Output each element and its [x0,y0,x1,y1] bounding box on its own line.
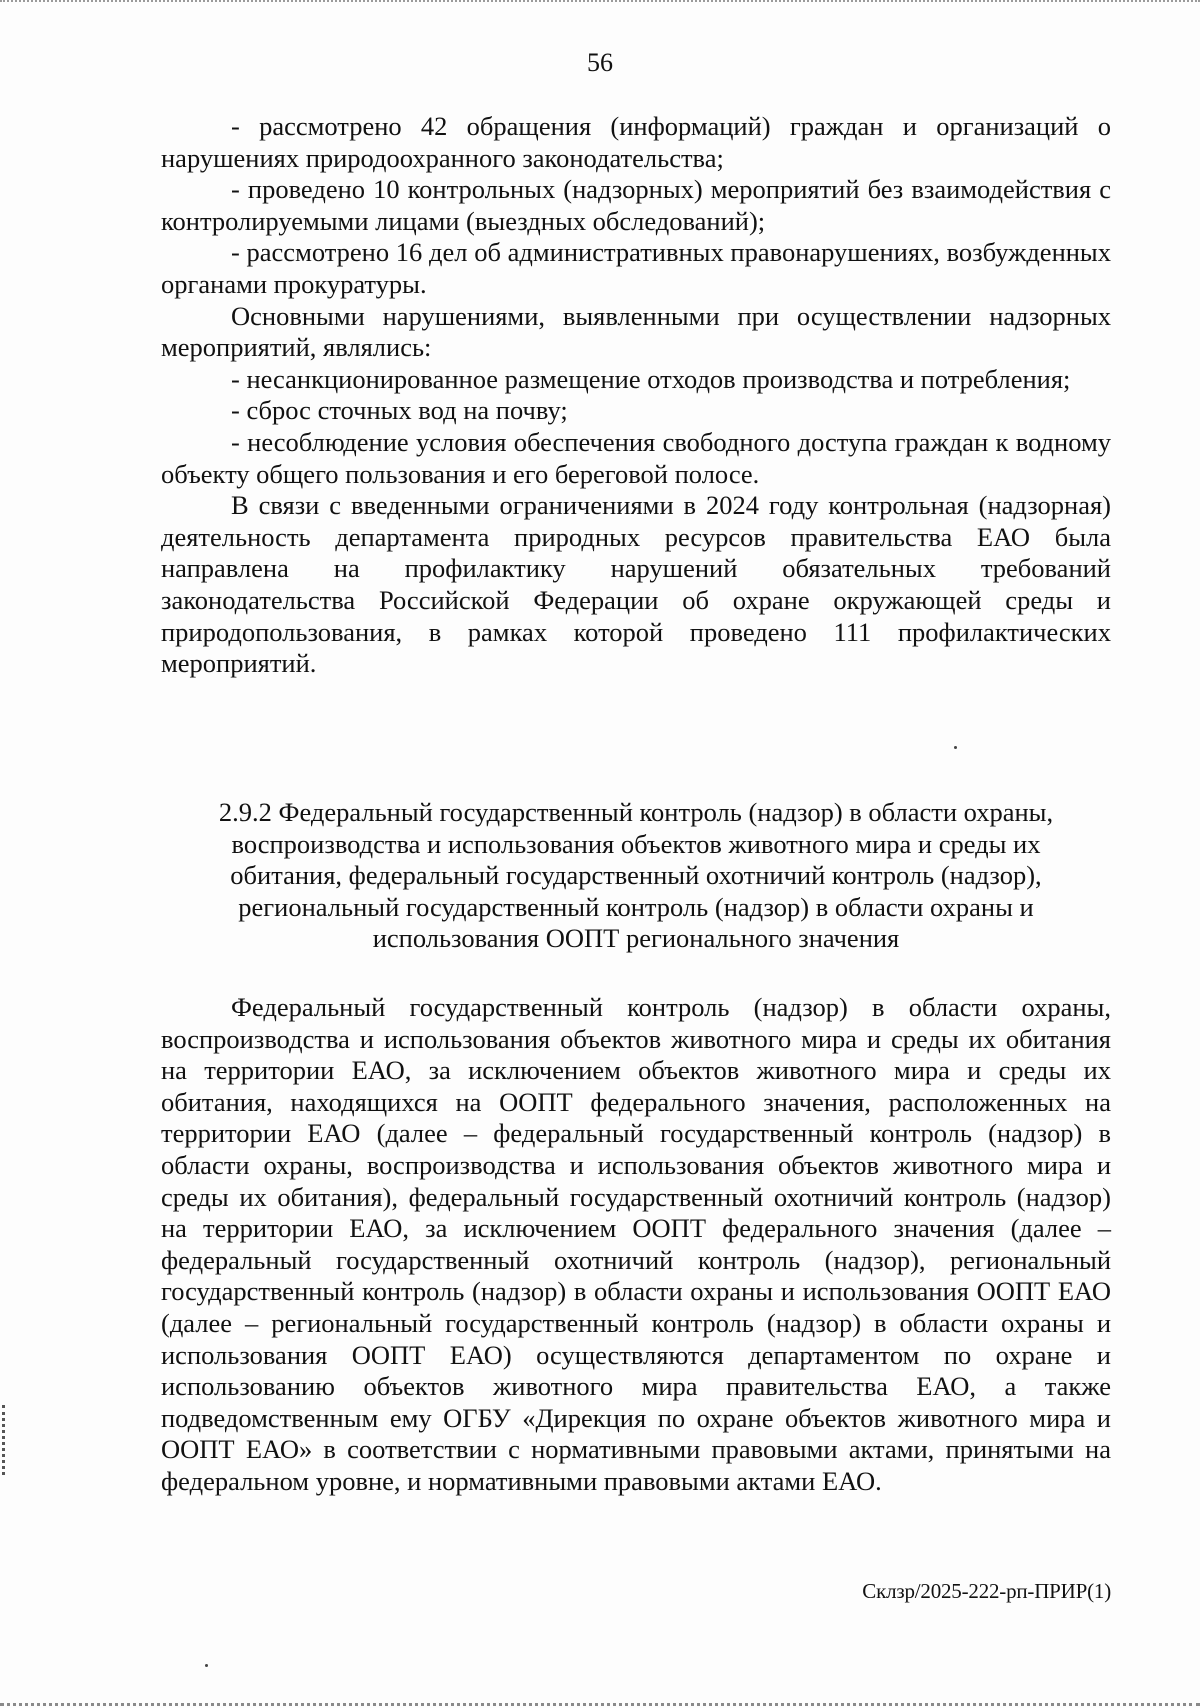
scan-bottom-border [0,1703,1200,1706]
heading-line: обитания, федеральный государственный охотничий контроль (надзор), [230,860,1042,891]
heading-line: 2.9.2 Федеральный государственный контроль (надзор) в области охраны, [218,797,1054,827]
paragraph: - рассмотрено 42 обращения (информаций) граждан и организаций о нарушениях природоохранного законодательства; [161,111,1111,173]
paragraph: Федеральный государственный контроль (надзор) в области охраны, воспроизводства и использования объектов животного мира и среды их обитания на территории ЕАО, за исключением объектов животного мира и среды их обитания, находящихся на ООПТ федерального значения, расположенных на территории ЕАО (далее – федеральный государственный контроль (надзор) в области охраны, воспроизводства и использования объектов животного мира и среды их обитания), федеральный государственный охотничий контроль (надзор) на территории ЕАО, за исключением ООПТ федерального значения (далее – федеральный государственный охотничий контроль (надзор), региональный государственный контроль (надзор) в области охраны и использования ООПТ ЕАО (далее – региональный государственный контроль (надзор) в области охраны и использования ООПТ ЕАО) осуществляются департаментом по охране и использованию объектов животного мира правительства ЕАО, а также подведомственным ему ОГБУ «Дирекция по охране объектов животного мира и ООПТ ЕАО» в соответствии с нормативными правовыми актами, принятыми на федеральном уровне, и нормативными правовыми актами ЕАО. [161,992,1111,1496]
scan-edge-mark [2,1405,5,1475]
heading-line: воспроизводства и использования объектов животного мира и среды их [231,828,1041,859]
paragraph: - проведено 10 контрольных (надзорных) мероприятий без взаимодействия с контролируемыми лицами (выездных обследований); [161,174,1111,236]
paragraph: - несоблюдение условия обеспечения свободного доступа граждан к водному объекту общего пользования и его береговой полосе. [161,426,1111,489]
paragraph: Основными нарушениями, выявленными при осуществлении надзорных мероприятий, являлись: [161,300,1111,363]
scan-speck [205,1664,208,1667]
section-heading [171,797,1101,955]
paragraph: В связи с введенными ограничениями в 2024 году контрольная (надзорная) деятельность департамента природных ресурсов правительства ЕАО была направлена на профилактику нарушений обязательных требований законодательства Российской Федерации об охране окружающей среды и природопользования, в рамках которой проведено 111 профилактических мероприятий. [161,490,1111,679]
scan-top-border [0,0,1200,2]
page-number: 56 [587,48,613,77]
paragraph: - несанкционированное размещение отходов производства и потребления; [231,363,1071,394]
document-code: Склзр/2025-222-рп-ПРИР(1) [862,1579,1111,1603]
paragraph: - сброс сточных вод на почву; [231,395,568,426]
violations-section [161,111,1111,680]
paragraph: - рассмотрено 16 дел об административных правонарушениях, возбужденных органами прокуратуры. [161,237,1111,299]
heading-line: региональный государственный контроль (надзор) в области охраны и [238,891,1034,922]
wildlife-control-section [161,992,1111,1498]
scan-speck [954,746,957,749]
heading-line: использования ООПТ регионального значения [372,923,900,954]
